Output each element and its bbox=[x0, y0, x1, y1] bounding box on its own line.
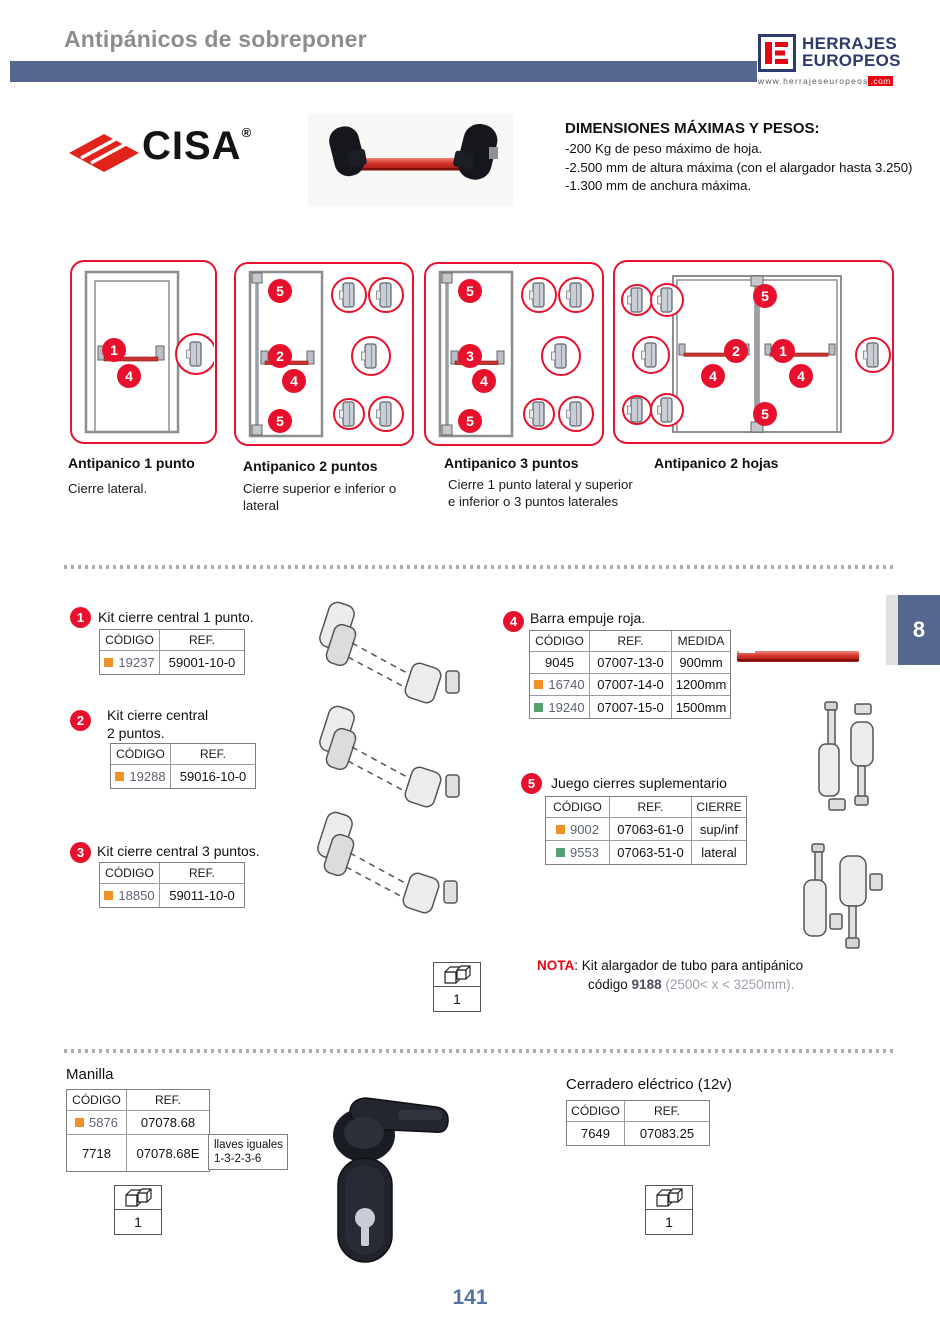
diagram-caption-desc: Cierre superior e inferior o lateral bbox=[243, 481, 397, 514]
packaging-qty-box bbox=[114, 1185, 162, 1235]
table-cell-ref: 59016-10-0 bbox=[179, 769, 247, 784]
table-cell-ref: 59011-10-0 bbox=[169, 888, 235, 903]
table-header-cierre: CIERRE bbox=[692, 797, 746, 818]
cubes-icon bbox=[646, 1186, 692, 1210]
table-cell-medida: 1200mm bbox=[672, 674, 730, 696]
color-marker bbox=[556, 825, 565, 834]
codigo-value: 5876 bbox=[89, 1115, 118, 1130]
nota-code: 9188 bbox=[631, 977, 662, 992]
callout-badge: 4 bbox=[290, 373, 298, 389]
item-title-kit2-line1: Kit cierre central bbox=[107, 707, 209, 723]
table-header-ref: REF. bbox=[160, 630, 244, 651]
callout-badge: 1 bbox=[779, 343, 787, 359]
catalog-table-kit1 bbox=[99, 629, 245, 675]
logo-url-tld: .com bbox=[870, 76, 891, 86]
table-cell-codigo bbox=[67, 1111, 127, 1135]
table-header-ref: REF. bbox=[610, 797, 692, 818]
table-cell-codigo bbox=[100, 651, 160, 674]
callout-badge: 4 bbox=[480, 373, 488, 389]
callout-badge: 3 bbox=[466, 348, 474, 364]
manilla-photo bbox=[298, 1072, 473, 1272]
catalog-table-kit2 bbox=[110, 743, 256, 789]
logo-word-1: HERRAJES bbox=[802, 34, 897, 54]
callout-badge: 5 bbox=[761, 288, 769, 304]
callout-badge: 5 bbox=[761, 406, 769, 422]
color-marker bbox=[104, 891, 113, 900]
callout-badge: 4 bbox=[797, 368, 805, 384]
nota-body: : Kit alargador de tubo para antipánico bbox=[574, 958, 804, 973]
table-cell-medida: 1500mm bbox=[675, 699, 727, 715]
item-badge-2: 2 bbox=[70, 710, 91, 731]
cisa-name: CISA bbox=[142, 124, 242, 168]
callout-badge: 5 bbox=[276, 413, 284, 429]
nota-text-line2 bbox=[588, 977, 794, 992]
callout-badge: 2 bbox=[276, 348, 284, 364]
codigo-value: 18850 bbox=[118, 888, 155, 903]
table-header-codigo: CÓDIGO bbox=[567, 1101, 625, 1122]
item-title-kit2-line2: 2 puntos. bbox=[107, 725, 165, 741]
table-header-medida: MEDIDA bbox=[672, 631, 730, 652]
table-cell-codigo: 7718 bbox=[67, 1135, 127, 1171]
keys-equal-note bbox=[208, 1134, 288, 1170]
table-header-codigo: CÓDIGO bbox=[530, 631, 590, 652]
panic-bar-sketch-3 bbox=[298, 807, 468, 922]
callout-badge: 1 bbox=[110, 342, 118, 358]
nota-code-prefix: código bbox=[588, 977, 632, 992]
diagram-caption-desc: Cierre lateral. bbox=[68, 481, 148, 496]
cubes-icon bbox=[434, 963, 480, 987]
table-header-codigo: CÓDIGO bbox=[100, 630, 160, 651]
qty-value: 1 bbox=[134, 1214, 142, 1230]
table-cell-codigo bbox=[530, 696, 590, 718]
table-cell-codigo: 7649 bbox=[567, 1122, 625, 1145]
rod-mechanism-sketch-1 bbox=[795, 700, 885, 812]
callout-badge: 5 bbox=[276, 283, 284, 299]
diagram-caption-desc: Cierre 1 punto lateral y superior e inferior o 3 puntos laterales bbox=[448, 477, 633, 510]
table-cell-ref: 07078.68 bbox=[127, 1111, 209, 1135]
color-marker bbox=[75, 1118, 84, 1127]
page-number: 141 bbox=[452, 1286, 488, 1309]
keys-note-line1: llaves iguales bbox=[214, 1138, 284, 1151]
nota-range: (2500< x < 3250mm). bbox=[661, 977, 795, 992]
table-header-ref: REF. bbox=[160, 863, 244, 884]
dimensions-line-1: -200 Kg de peso máximo de hoja. bbox=[565, 141, 763, 156]
table-cell-cierre: sup/inf bbox=[692, 818, 746, 841]
table-cell-cierre: lateral bbox=[701, 845, 737, 860]
diagram-caption-title: Antipanico 2 hojas bbox=[654, 455, 779, 471]
nota-label: NOTA bbox=[537, 958, 575, 973]
dimensions-heading: DIMENSIONES MÁXIMAS Y PESOS: bbox=[565, 120, 820, 137]
callout-badge: 5 bbox=[466, 413, 474, 429]
codigo-value: 19288 bbox=[129, 769, 166, 784]
color-marker bbox=[534, 680, 543, 689]
diagram-caption-title: Antipanico 2 puntos bbox=[243, 458, 378, 474]
manilla-title: Manilla bbox=[66, 1066, 114, 1083]
callout-badge: 4 bbox=[125, 368, 133, 384]
table-header-codigo: CÓDIGO bbox=[546, 797, 610, 818]
callout-badge: 4 bbox=[709, 368, 717, 384]
logo-word-2: EUROPEOS bbox=[802, 51, 901, 70]
table-cell-ref: 07083.25 bbox=[639, 1126, 695, 1141]
registered-mark: ® bbox=[241, 125, 253, 140]
catalog-table-kit3 bbox=[99, 862, 245, 908]
table-cell-codigo bbox=[111, 765, 171, 788]
dimensions-line-3: -1.300 mm de anchura máxima. bbox=[565, 178, 752, 194]
panic-bar-sketch-2 bbox=[300, 701, 470, 816]
table-header-ref: REF. bbox=[590, 631, 672, 652]
codigo-value: 16740 bbox=[548, 677, 585, 692]
table-header-codigo: CÓDIGO bbox=[67, 1090, 127, 1111]
dotted-separator bbox=[64, 1049, 896, 1053]
header-divider-bar bbox=[10, 61, 757, 82]
catalog-table-cerradero bbox=[566, 1100, 710, 1146]
panic-bar-sketch-1 bbox=[300, 597, 470, 712]
catalog-table-manilla bbox=[66, 1089, 210, 1172]
table-cell-ref: 07078.68E bbox=[136, 1145, 200, 1161]
codigo-value: 19237 bbox=[118, 655, 155, 670]
logo-url-text: www.herrajeseuropeos bbox=[758, 76, 869, 86]
item-badge-4: 4 bbox=[503, 611, 524, 632]
diagram-caption-title: Antipanico 3 puntos bbox=[444, 455, 579, 471]
diagram-caption-title: Antipanico 1 punto bbox=[68, 455, 195, 471]
table-cell-codigo bbox=[546, 841, 610, 864]
table-header-ref: REF. bbox=[171, 744, 255, 765]
table-header-ref: REF. bbox=[127, 1090, 209, 1111]
item-badge-1: 1 bbox=[70, 607, 91, 628]
packaging-qty-box bbox=[645, 1185, 693, 1235]
nota-text bbox=[537, 958, 803, 973]
callout-badge: 2 bbox=[732, 343, 740, 359]
codigo-value: 9553 bbox=[570, 845, 599, 860]
catalog-table-juego bbox=[545, 796, 747, 865]
item-title-juego: Juego cierres suplementario bbox=[551, 775, 727, 791]
qty-value: 1 bbox=[453, 991, 461, 1007]
table-cell-codigo: 9045 bbox=[530, 652, 590, 674]
herrajes-logo-icon bbox=[758, 34, 796, 72]
table-cell-ref: 07063-51-0 bbox=[610, 841, 692, 864]
door-diagram-1-punto bbox=[70, 260, 217, 444]
rod-mechanism-sketch-2 bbox=[788, 842, 886, 957]
door-diagram-2-hojas bbox=[613, 260, 894, 444]
qty-value: 1 bbox=[665, 1214, 673, 1230]
item-title-kit3: Kit cierre central 3 puntos. bbox=[97, 843, 260, 859]
page-title: Antipánicos de sobreponer bbox=[64, 26, 367, 52]
dimensions-block bbox=[565, 120, 925, 196]
table-cell-codigo bbox=[530, 674, 590, 696]
codigo-value: 19240 bbox=[548, 699, 585, 715]
dotted-separator bbox=[64, 565, 896, 569]
table-cell-codigo bbox=[100, 884, 160, 907]
section-tab: 8 bbox=[898, 595, 940, 665]
cubes-icon bbox=[115, 1186, 161, 1210]
dimensions-line-2: -2.500 mm de altura máxima (con el alargador hasta 3.250) bbox=[565, 159, 913, 175]
table-header-codigo: CÓDIGO bbox=[100, 863, 160, 884]
codigo-value: 9002 bbox=[570, 821, 599, 837]
door-diagram-2-puntos bbox=[234, 262, 414, 446]
callout-badge: 5 bbox=[466, 283, 474, 299]
table-cell-ref: 07007-13-0 bbox=[590, 652, 672, 674]
table-cell-ref: 07007-15-0 bbox=[590, 696, 672, 718]
panic-bar-photo bbox=[308, 114, 513, 206]
logo-wordmark bbox=[802, 36, 901, 69]
cerradero-title: Cerradero eléctrico (12v) bbox=[566, 1076, 732, 1093]
item-title-kit1: Kit cierre central 1 punto. bbox=[98, 609, 254, 625]
cisa-diamond-icon bbox=[68, 133, 140, 173]
table-header-ref: REF. bbox=[625, 1101, 709, 1122]
table-cell-ref: 07063-61-0 bbox=[610, 818, 692, 841]
item-badge-3: 3 bbox=[70, 842, 91, 863]
color-marker bbox=[115, 772, 124, 781]
table-cell-codigo bbox=[546, 818, 610, 841]
table-cell-medida: 900mm bbox=[672, 652, 730, 674]
packaging-qty-box bbox=[433, 962, 481, 1012]
cisa-wordmark bbox=[142, 124, 252, 169]
color-marker bbox=[556, 848, 565, 857]
table-cell-ref: 07007-14-0 bbox=[590, 674, 672, 696]
keys-note-line2: 1-3-2-3-6 bbox=[214, 1153, 262, 1165]
item-badge-5: 5 bbox=[521, 773, 542, 794]
door-diagram-3-puntos bbox=[424, 262, 604, 446]
item-title-barra: Barra empuje roja. bbox=[530, 610, 646, 626]
table-header-codigo: CÓDIGO bbox=[111, 744, 171, 765]
color-marker bbox=[534, 703, 543, 712]
table-cell-ref: 59001-10-0 bbox=[168, 655, 236, 670]
catalog-table-barra bbox=[529, 630, 731, 719]
color-marker bbox=[104, 658, 113, 667]
tab-shadow bbox=[886, 595, 898, 665]
red-bar-photo bbox=[737, 646, 859, 666]
logo-url bbox=[758, 76, 930, 86]
brand-logo-herrajes bbox=[758, 34, 930, 86]
